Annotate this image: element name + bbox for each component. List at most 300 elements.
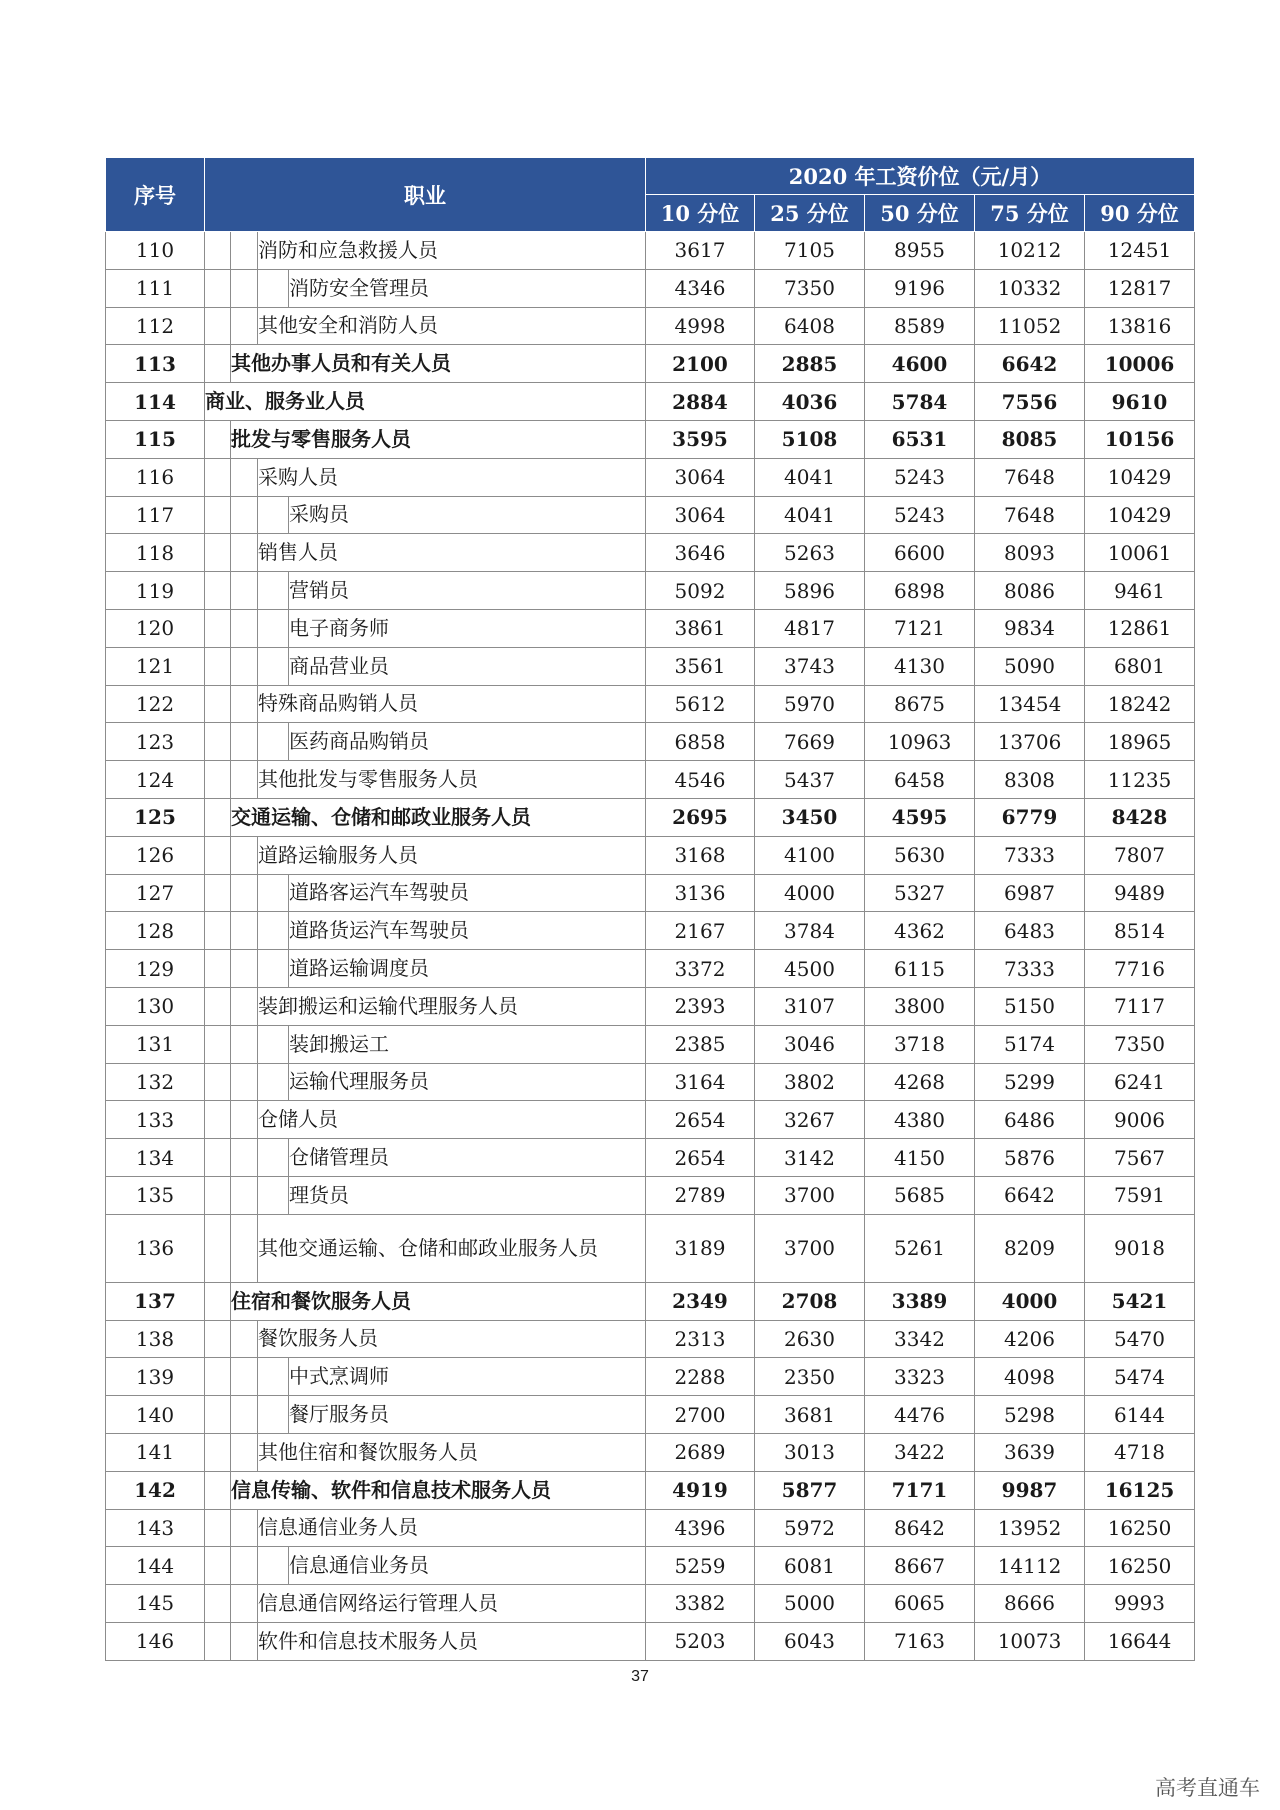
- table-row: [106, 1214, 1195, 1282]
- table-row: [106, 1471, 1195, 1509]
- row-seq: 133: [106, 1101, 205, 1139]
- row-wage-value: 6144: [1085, 1396, 1195, 1434]
- percentile-header: 25 分位: [755, 195, 865, 232]
- table-row: [106, 1282, 1195, 1320]
- table-row: [106, 269, 1195, 307]
- indent-cell: [258, 874, 289, 912]
- row-seq: 115: [106, 420, 205, 458]
- row-wage-value: 4100: [755, 836, 865, 874]
- indent-cell: [231, 1396, 258, 1434]
- indent-cell: [231, 534, 258, 572]
- row-wage-value: 5972: [755, 1509, 865, 1547]
- row-wage-value: 2393: [646, 987, 755, 1025]
- row-seq: 140: [106, 1396, 205, 1434]
- row-wage-value: 4346: [646, 269, 755, 307]
- row-wage-value: 8308: [975, 761, 1085, 799]
- row-wage-value: 7807: [1085, 836, 1195, 874]
- row-occupation: 仓储管理员: [289, 1139, 646, 1177]
- indent-cell: [258, 609, 289, 647]
- row-seq: 145: [106, 1585, 205, 1623]
- row-wage-value: 3107: [755, 987, 865, 1025]
- row-wage-value: 3046: [755, 1025, 865, 1063]
- indent-cell: [205, 836, 231, 874]
- indent-cell: [258, 572, 289, 610]
- row-wage-value: 4476: [865, 1396, 975, 1434]
- indent-cell: [258, 1176, 289, 1214]
- row-wage-value: 7716: [1085, 950, 1195, 988]
- row-wage-value: 8675: [865, 685, 975, 723]
- indent-cell: [205, 269, 231, 307]
- row-wage-value: 5685: [865, 1176, 975, 1214]
- row-wage-value: 2350: [755, 1358, 865, 1396]
- table-row: [106, 609, 1195, 647]
- row-wage-value: 2288: [646, 1358, 755, 1396]
- indent-cell: [205, 912, 231, 950]
- row-seq: 129: [106, 950, 205, 988]
- seq-header: 序号: [106, 158, 205, 232]
- indent-cell: [231, 1139, 258, 1177]
- row-wage-value: 4546: [646, 761, 755, 799]
- row-wage-value: 3700: [755, 1214, 865, 1282]
- row-seq: 137: [106, 1282, 205, 1320]
- row-wage-value: 7648: [975, 458, 1085, 496]
- row-wage-value: 5150: [975, 987, 1085, 1025]
- row-wage-value: 10332: [975, 269, 1085, 307]
- row-seq: 138: [106, 1320, 205, 1358]
- table-row: [106, 458, 1195, 496]
- indent-cell: [231, 1358, 258, 1396]
- row-occupation: 道路货运汽车驾驶员: [289, 912, 646, 950]
- row-wage-value: 18242: [1085, 685, 1195, 723]
- indent-cell: [231, 1214, 258, 1282]
- watermark: 高考直通车: [1155, 1776, 1260, 1800]
- row-wage-value: 3646: [646, 534, 755, 572]
- row-wage-value: 3681: [755, 1396, 865, 1434]
- occupation-header: 职业: [205, 158, 646, 232]
- row-wage-value: 4036: [755, 383, 865, 421]
- row-seq: 130: [106, 987, 205, 1025]
- row-wage-value: 5612: [646, 685, 755, 723]
- row-seq: 114: [106, 383, 205, 421]
- row-wage-value: 2708: [755, 1282, 865, 1320]
- table-row: [106, 1320, 1195, 1358]
- row-occupation: 信息通信网络运行管理人员: [258, 1585, 646, 1623]
- table-row: [106, 1101, 1195, 1139]
- row-occupation: 其他住宿和餐饮服务人员: [258, 1433, 646, 1471]
- row-wage-value: 3064: [646, 458, 755, 496]
- row-wage-value: 2884: [646, 383, 755, 421]
- indent-cell: [258, 1139, 289, 1177]
- row-occupation: 道路客运汽车驾驶员: [289, 874, 646, 912]
- table-row: [106, 420, 1195, 458]
- percentile-header: 10 分位: [646, 195, 755, 232]
- row-wage-value: 3784: [755, 912, 865, 950]
- row-wage-value: 7171: [865, 1471, 975, 1509]
- table-row: [106, 836, 1195, 874]
- row-occupation: 软件和信息技术服务人员: [258, 1622, 646, 1660]
- row-wage-value: 2654: [646, 1139, 755, 1177]
- indent-cell: [231, 647, 258, 685]
- indent-cell: [205, 1471, 231, 1509]
- indent-cell: [205, 798, 231, 836]
- row-wage-value: 6483: [975, 912, 1085, 950]
- row-wage-value: 4500: [755, 950, 865, 988]
- row-wage-value: 8085: [975, 420, 1085, 458]
- indent-cell: [258, 647, 289, 685]
- row-seq: 125: [106, 798, 205, 836]
- table-row: [106, 1139, 1195, 1177]
- wage-group-header: 2020 年工资价位（元/月）: [646, 158, 1195, 195]
- indent-cell: [205, 496, 231, 534]
- row-wage-value: 2167: [646, 912, 755, 950]
- row-wage-value: 9006: [1085, 1101, 1195, 1139]
- row-wage-value: 3372: [646, 950, 755, 988]
- indent-cell: [205, 572, 231, 610]
- row-seq: 143: [106, 1509, 205, 1547]
- row-occupation: 其他安全和消防人员: [258, 307, 646, 345]
- table-row: [106, 647, 1195, 685]
- row-wage-value: 6642: [975, 345, 1085, 383]
- row-wage-value: 5876: [975, 1139, 1085, 1177]
- row-wage-value: 13454: [975, 685, 1085, 723]
- row-wage-value: 3718: [865, 1025, 975, 1063]
- row-wage-value: 8642: [865, 1509, 975, 1547]
- percentile-header: 75 分位: [975, 195, 1085, 232]
- indent-cell: [205, 232, 231, 270]
- row-wage-value: 9018: [1085, 1214, 1195, 1282]
- table-row: [106, 723, 1195, 761]
- indent-cell: [258, 912, 289, 950]
- row-occupation: 其他批发与零售服务人员: [258, 761, 646, 799]
- row-occupation: 餐厅服务员: [289, 1396, 646, 1434]
- row-wage-value: 10156: [1085, 420, 1195, 458]
- indent-cell: [205, 1396, 231, 1434]
- row-seq: 121: [106, 647, 205, 685]
- indent-cell: [205, 1547, 231, 1585]
- table-row: [106, 496, 1195, 534]
- row-seq: 126: [106, 836, 205, 874]
- row-wage-value: 3422: [865, 1433, 975, 1471]
- table-row: [106, 534, 1195, 572]
- indent-cell: [205, 647, 231, 685]
- row-wage-value: 8955: [865, 232, 975, 270]
- row-occupation: 销售人员: [258, 534, 646, 572]
- indent-cell: [231, 1622, 258, 1660]
- row-occupation: 住宿和餐饮服务人员: [231, 1282, 646, 1320]
- row-seq: 127: [106, 874, 205, 912]
- row-occupation: 特殊商品购销人员: [258, 685, 646, 723]
- table-row: [106, 1025, 1195, 1063]
- row-wage-value: 6081: [755, 1547, 865, 1585]
- row-wage-value: 4150: [865, 1139, 975, 1177]
- indent-cell: [205, 1282, 231, 1320]
- row-wage-value: 18965: [1085, 723, 1195, 761]
- row-wage-value: 3267: [755, 1101, 865, 1139]
- row-wage-value: 3342: [865, 1320, 975, 1358]
- table-row: [106, 1358, 1195, 1396]
- row-wage-value: 11235: [1085, 761, 1195, 799]
- row-wage-value: 7350: [755, 269, 865, 307]
- row-wage-value: 3802: [755, 1063, 865, 1101]
- indent-cell: [258, 1358, 289, 1396]
- table-row: [106, 383, 1195, 421]
- indent-cell: [205, 1139, 231, 1177]
- indent-cell: [205, 458, 231, 496]
- row-wage-value: 10429: [1085, 496, 1195, 534]
- indent-cell: [205, 307, 231, 345]
- row-seq: 120: [106, 609, 205, 647]
- indent-cell: [258, 950, 289, 988]
- row-wage-value: 6858: [646, 723, 755, 761]
- percentile-header: 50 分位: [865, 195, 975, 232]
- row-wage-value: 8666: [975, 1585, 1085, 1623]
- row-wage-value: 10073: [975, 1622, 1085, 1660]
- indent-cell: [231, 458, 258, 496]
- row-wage-value: 3189: [646, 1214, 755, 1282]
- row-wage-value: 2313: [646, 1320, 755, 1358]
- indent-cell: [205, 723, 231, 761]
- row-occupation: 营销员: [289, 572, 646, 610]
- row-wage-value: 12861: [1085, 609, 1195, 647]
- indent-cell: [258, 496, 289, 534]
- row-wage-value: 9993: [1085, 1585, 1195, 1623]
- row-wage-value: 5259: [646, 1547, 755, 1585]
- row-wage-value: 7105: [755, 232, 865, 270]
- row-wage-value: 7591: [1085, 1176, 1195, 1214]
- table-row: [106, 1547, 1195, 1585]
- indent-cell: [231, 1025, 258, 1063]
- row-occupation: 交通运输、仓储和邮政业服务人员: [231, 798, 646, 836]
- row-wage-value: 5470: [1085, 1320, 1195, 1358]
- row-wage-value: 2349: [646, 1282, 755, 1320]
- row-wage-value: 13816: [1085, 307, 1195, 345]
- row-wage-value: 14112: [975, 1547, 1085, 1585]
- row-seq: 124: [106, 761, 205, 799]
- row-wage-value: 4919: [646, 1471, 755, 1509]
- row-wage-value: 5784: [865, 383, 975, 421]
- indent-cell: [205, 685, 231, 723]
- row-wage-value: 3450: [755, 798, 865, 836]
- row-wage-value: 3164: [646, 1063, 755, 1101]
- row-wage-value: 3617: [646, 232, 755, 270]
- indent-cell: [205, 1320, 231, 1358]
- row-wage-value: 4595: [865, 798, 975, 836]
- row-wage-value: 2654: [646, 1101, 755, 1139]
- row-wage-value: 10006: [1085, 345, 1195, 383]
- indent-cell: [205, 1025, 231, 1063]
- row-wage-value: 6408: [755, 307, 865, 345]
- indent-cell: [205, 420, 231, 458]
- indent-cell: [231, 950, 258, 988]
- indent-cell: [258, 1025, 289, 1063]
- row-wage-value: 4041: [755, 458, 865, 496]
- row-seq: 117: [106, 496, 205, 534]
- row-seq: 123: [106, 723, 205, 761]
- indent-cell: [231, 685, 258, 723]
- indent-cell: [258, 269, 289, 307]
- indent-cell: [231, 609, 258, 647]
- row-occupation: 消防和应急救援人员: [258, 232, 646, 270]
- row-seq: 135: [106, 1176, 205, 1214]
- table-row: [106, 685, 1195, 723]
- table-body: [106, 232, 1195, 1661]
- indent-cell: [231, 836, 258, 874]
- row-occupation: 信息传输、软件和信息技术服务人员: [231, 1471, 646, 1509]
- row-occupation: 装卸搬运和运输代理服务人员: [258, 987, 646, 1025]
- row-wage-value: 13952: [975, 1509, 1085, 1547]
- row-wage-value: 7567: [1085, 1139, 1195, 1177]
- row-wage-value: 4098: [975, 1358, 1085, 1396]
- row-wage-value: 10061: [1085, 534, 1195, 572]
- row-wage-value: 10963: [865, 723, 975, 761]
- indent-cell: [258, 1396, 289, 1434]
- row-wage-value: 3168: [646, 836, 755, 874]
- table-row: [106, 950, 1195, 988]
- row-wage-value: 9834: [975, 609, 1085, 647]
- row-wage-value: 3013: [755, 1433, 865, 1471]
- row-wage-value: 12451: [1085, 232, 1195, 270]
- row-wage-value: 4041: [755, 496, 865, 534]
- indent-cell: [258, 723, 289, 761]
- row-wage-value: 9196: [865, 269, 975, 307]
- row-wage-value: 3743: [755, 647, 865, 685]
- indent-cell: [231, 1176, 258, 1214]
- table-row: [106, 1509, 1195, 1547]
- row-wage-value: 4268: [865, 1063, 975, 1101]
- indent-cell: [258, 1547, 289, 1585]
- row-wage-value: 4000: [975, 1282, 1085, 1320]
- indent-cell: [205, 1176, 231, 1214]
- row-wage-value: 5243: [865, 496, 975, 534]
- row-occupation: 电子商务师: [289, 609, 646, 647]
- row-wage-value: 6801: [1085, 647, 1195, 685]
- row-seq: 146: [106, 1622, 205, 1660]
- row-wage-value: 5203: [646, 1622, 755, 1660]
- row-wage-value: 4998: [646, 307, 755, 345]
- indent-cell: [231, 1585, 258, 1623]
- row-seq: 113: [106, 345, 205, 383]
- row-wage-value: 5261: [865, 1214, 975, 1282]
- indent-cell: [231, 723, 258, 761]
- row-wage-value: 2700: [646, 1396, 755, 1434]
- row-wage-value: 7648: [975, 496, 1085, 534]
- table-row: [106, 572, 1195, 610]
- row-wage-value: 5437: [755, 761, 865, 799]
- table-row: [106, 232, 1195, 270]
- row-wage-value: 3595: [646, 420, 755, 458]
- row-wage-value: 5243: [865, 458, 975, 496]
- row-wage-value: 5877: [755, 1471, 865, 1509]
- indent-cell: [205, 1214, 231, 1282]
- row-wage-value: 6486: [975, 1101, 1085, 1139]
- row-seq: 132: [106, 1063, 205, 1101]
- row-occupation: 采购员: [289, 496, 646, 534]
- row-wage-value: 5630: [865, 836, 975, 874]
- row-wage-value: 10429: [1085, 458, 1195, 496]
- row-wage-value: 4000: [755, 874, 865, 912]
- row-occupation: 信息通信业务员: [289, 1547, 646, 1585]
- row-wage-value: 6642: [975, 1176, 1085, 1214]
- indent-cell: [231, 1433, 258, 1471]
- row-seq: 110: [106, 232, 205, 270]
- table-row: [106, 345, 1195, 383]
- row-seq: 118: [106, 534, 205, 572]
- page-number: 37: [631, 1668, 649, 1685]
- indent-cell: [231, 1509, 258, 1547]
- row-seq: 122: [106, 685, 205, 723]
- row-wage-value: 5970: [755, 685, 865, 723]
- table-row: [106, 1396, 1195, 1434]
- row-wage-value: 6115: [865, 950, 975, 988]
- row-wage-value: 2100: [646, 345, 755, 383]
- row-wage-value: 2385: [646, 1025, 755, 1063]
- row-wage-value: 8093: [975, 534, 1085, 572]
- row-wage-value: 6987: [975, 874, 1085, 912]
- row-wage-value: 5474: [1085, 1358, 1195, 1396]
- row-wage-value: 4817: [755, 609, 865, 647]
- row-occupation: 商品营业员: [289, 647, 646, 685]
- percentile-header: 90 分位: [1085, 195, 1195, 232]
- row-seq: 134: [106, 1139, 205, 1177]
- row-wage-value: 2789: [646, 1176, 755, 1214]
- row-occupation: 餐饮服务人员: [258, 1320, 646, 1358]
- indent-cell: [231, 269, 258, 307]
- indent-cell: [205, 950, 231, 988]
- indent-cell: [231, 987, 258, 1025]
- row-wage-value: 16250: [1085, 1547, 1195, 1585]
- row-wage-value: 6241: [1085, 1063, 1195, 1101]
- row-wage-value: 7556: [975, 383, 1085, 421]
- row-wage-value: 6458: [865, 761, 975, 799]
- row-seq: 119: [106, 572, 205, 610]
- indent-cell: [231, 1101, 258, 1139]
- indent-cell: [231, 1547, 258, 1585]
- indent-cell: [231, 307, 258, 345]
- row-wage-value: 6531: [865, 420, 975, 458]
- row-wage-value: 3800: [865, 987, 975, 1025]
- row-wage-value: 3382: [646, 1585, 755, 1623]
- row-occupation: 仓储人员: [258, 1101, 646, 1139]
- wage-table: [105, 157, 1195, 1661]
- row-wage-value: 5090: [975, 647, 1085, 685]
- row-seq: 136: [106, 1214, 205, 1282]
- indent-cell: [205, 1433, 231, 1471]
- row-wage-value: 6898: [865, 572, 975, 610]
- row-wage-value: 8086: [975, 572, 1085, 610]
- row-occupation: 道路运输服务人员: [258, 836, 646, 874]
- row-wage-value: 9461: [1085, 572, 1195, 610]
- row-wage-value: 7121: [865, 609, 975, 647]
- row-wage-value: 5896: [755, 572, 865, 610]
- row-wage-value: 5299: [975, 1063, 1085, 1101]
- row-wage-value: 4362: [865, 912, 975, 950]
- indent-cell: [205, 345, 231, 383]
- row-wage-value: 7333: [975, 836, 1085, 874]
- row-wage-value: 8514: [1085, 912, 1195, 950]
- table-row: [106, 874, 1195, 912]
- indent-cell: [258, 1063, 289, 1101]
- row-wage-value: 4206: [975, 1320, 1085, 1358]
- row-wage-value: 3136: [646, 874, 755, 912]
- row-wage-value: 5092: [646, 572, 755, 610]
- row-occupation: 医药商品购销员: [289, 723, 646, 761]
- row-occupation: 其他交通运输、仓储和邮政业服务人员: [258, 1214, 646, 1282]
- row-wage-value: 2885: [755, 345, 865, 383]
- row-seq: 142: [106, 1471, 205, 1509]
- row-wage-value: 7350: [1085, 1025, 1195, 1063]
- indent-cell: [231, 1320, 258, 1358]
- row-seq: 112: [106, 307, 205, 345]
